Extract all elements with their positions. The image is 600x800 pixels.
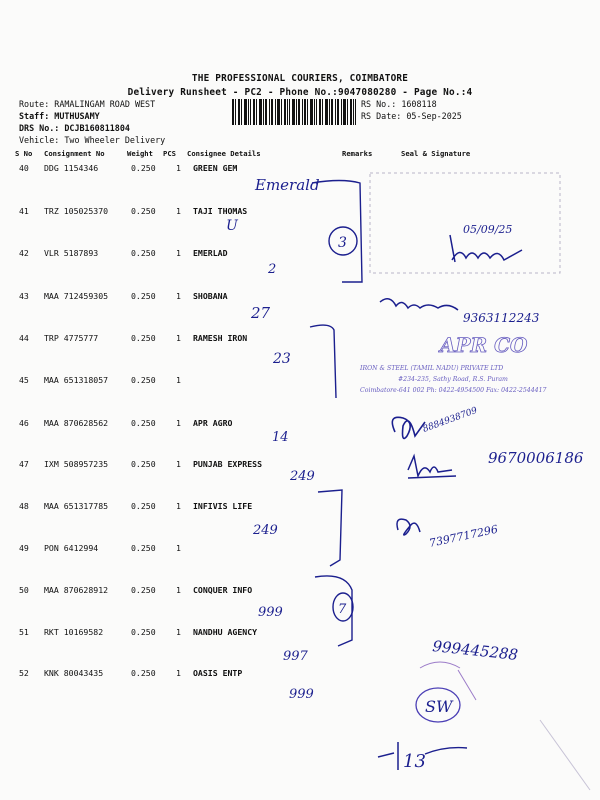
row-weight: 0.250: [131, 418, 156, 428]
row-consignee: SHOBANA: [193, 291, 228, 301]
table-row: [0, 375, 600, 389]
row-sno: 48: [19, 501, 29, 511]
table-row: [0, 459, 600, 473]
row-consignment: KNK 80043435: [44, 668, 104, 678]
row-pcs: 1: [176, 291, 181, 301]
company-title: THE PROFESSIONAL COURIERS, COIMBATORE: [191, 73, 409, 84]
row-consignee: INFIVIS LIFE: [193, 501, 253, 511]
row-pcs: 1: [176, 585, 181, 595]
row-consignment: MAA 870628562: [44, 418, 109, 428]
col-header-consignment: Consignment No: [44, 149, 105, 158]
handwriting-row43: 27: [251, 304, 271, 322]
table-row: [0, 668, 600, 682]
row-weight: 0.250: [131, 333, 156, 343]
row-sno: 41: [19, 206, 29, 216]
table-row: [0, 585, 600, 599]
bottom-number: 13: [403, 751, 426, 772]
col-header-pcs: PCS: [163, 149, 176, 158]
drs-number: DRS No.: DCJB160811804: [19, 123, 130, 133]
table-row: [0, 543, 600, 557]
row-sno: 47: [19, 459, 29, 469]
initials: SW: [425, 697, 453, 716]
row-consignee: OASIS ENTP: [193, 668, 243, 678]
row-consignee: GREEN GEM: [193, 163, 238, 173]
row-weight: 0.250: [131, 459, 156, 469]
stamp-line: #234-235, Sathy Road, R.S. Puram: [398, 376, 508, 383]
row-sno: 42: [19, 248, 29, 258]
table-row: [0, 501, 600, 515]
stamp-logo: APR CO: [440, 333, 528, 357]
row-consignment: PON 6412994: [44, 543, 99, 553]
row-weight: 0.250: [131, 585, 156, 595]
row-sno: 49: [19, 543, 29, 553]
handwriting-row47: 249: [290, 469, 315, 484]
row-pcs: 1: [176, 418, 181, 428]
col-header-remarks: Remarks: [342, 149, 373, 158]
row-pcs: 1: [176, 501, 181, 511]
phone-number: 9363112243: [463, 311, 540, 325]
row-sno: 44: [19, 333, 29, 343]
row-consignee: RAMESH IRON: [193, 333, 248, 343]
row-consignee: APR AGRO: [193, 418, 233, 428]
row-pcs: 1: [176, 668, 181, 678]
table-row: [0, 248, 600, 262]
table-row: [0, 418, 600, 432]
phone-number: 7397717296: [427, 522, 500, 550]
row-pcs: 1: [176, 543, 181, 553]
row-pcs: 1: [176, 206, 181, 216]
bottom-mark: [425, 748, 467, 754]
row-weight: 0.250: [131, 375, 156, 385]
row-consignment: DDG 1154346: [44, 163, 99, 173]
row-sno: 50: [19, 585, 29, 595]
row-weight: 0.250: [131, 501, 156, 511]
row-sno: 40: [19, 163, 29, 173]
table-row: [0, 291, 600, 305]
circled-number-text: 7: [338, 602, 347, 617]
col-header-sno: S No: [15, 149, 33, 158]
row-weight: 0.250: [131, 248, 156, 258]
col-header-seal: Seal & Signature: [401, 149, 471, 158]
phone-number: 8884938709: [421, 405, 479, 435]
row-consignment: RKT 10169582: [44, 627, 104, 637]
row-pcs: 1: [176, 163, 181, 173]
circled-number-text: 3: [338, 235, 347, 251]
row-consignee: TAJI THOMAS: [193, 206, 248, 216]
row-consignment: MAA 712459305: [44, 291, 109, 301]
row-sno: 46: [19, 418, 29, 428]
staff-label: Staff: MUTHUSAMY: [19, 111, 100, 121]
table-row: [0, 163, 600, 177]
table-row: [0, 333, 600, 347]
barcode: [232, 99, 356, 125]
round-seal: [416, 688, 460, 722]
handwriting-row52: 999: [289, 687, 314, 702]
signature: [397, 519, 420, 535]
row-weight: 0.250: [131, 163, 156, 173]
row-consignment: MAA 870628912: [44, 585, 109, 595]
phone-number: 9670006186: [488, 449, 584, 467]
rs-date: RS Date: 05-Sep-2025: [361, 111, 462, 121]
handwriting-row48: 249: [253, 523, 278, 538]
row-consignment: MAA 651318057: [44, 375, 109, 385]
row-consignment: TRP 4775777: [44, 333, 99, 343]
row-pcs: 1: [176, 375, 181, 385]
faint-line: [540, 720, 590, 790]
row-consignee: PUNJAB EXPRESS: [193, 459, 263, 469]
row-consignment: TRZ 105025370: [44, 206, 109, 216]
table-row: [0, 206, 600, 220]
bottom-mark: [378, 742, 398, 770]
row-sno: 51: [19, 627, 29, 637]
row-sno: 52: [19, 668, 29, 678]
row-consignee: EMERLAD: [193, 248, 228, 258]
handwriting-row41: U: [226, 218, 238, 234]
row-weight: 0.250: [131, 291, 156, 301]
row-consignment: MAA 651317785: [44, 501, 109, 511]
row-consignee: CONQUER INFO: [193, 585, 253, 595]
handwriting-row51: 999: [258, 605, 283, 620]
phone-number: 999445288: [431, 637, 519, 664]
row-sno: 43: [19, 291, 29, 301]
col-header-consignee: Consignee Details: [187, 149, 261, 158]
row-consignment: VLR 5187893: [44, 248, 99, 258]
row-weight: 0.250: [131, 668, 156, 678]
row-pcs: 1: [176, 333, 181, 343]
signature-date: 05/09/25: [463, 223, 513, 236]
row-sno: 45: [19, 375, 29, 385]
row-pcs: 1: [176, 627, 181, 637]
col-header-weight: Weight: [127, 149, 153, 158]
table-row: [0, 627, 600, 641]
row-consignee: NANDHU AGENCY: [193, 627, 258, 637]
handwriting-row46: 14: [272, 430, 289, 445]
row-pcs: 1: [176, 248, 181, 258]
row-weight: 0.250: [131, 543, 156, 553]
stamp-line: Coimbatore-641 002 Ph: 0422-4954500 Fax: 0422-2544417: [360, 387, 547, 394]
route-label: Route: RAMALINGAM ROAD WEST: [19, 99, 156, 109]
handwriting-row42: 2: [268, 262, 277, 277]
rs-number: RS No.: 1608118: [361, 99, 437, 109]
row-pcs: 1: [176, 459, 181, 469]
vehicle-label: Vehicle: Two Wheeler Delivery: [19, 135, 166, 145]
row-weight: 0.250: [131, 627, 156, 637]
handwriting-row44: 23: [273, 351, 291, 367]
handwriting-row51b: 997: [283, 649, 308, 664]
bracket-mark: [312, 181, 362, 283]
row-weight: 0.250: [131, 206, 156, 216]
handwriting-row40: Emerald: [255, 176, 320, 194]
runsheet-subtitle: Delivery Runsheet - PC2 - Phone No.:9047080280 - Page No.:4: [127, 87, 473, 98]
stamp-line: IRON & STEEL (TAMIL NADU) PRIVATE LTD: [360, 365, 504, 372]
row-consignment: IXM 508957235: [44, 459, 109, 469]
